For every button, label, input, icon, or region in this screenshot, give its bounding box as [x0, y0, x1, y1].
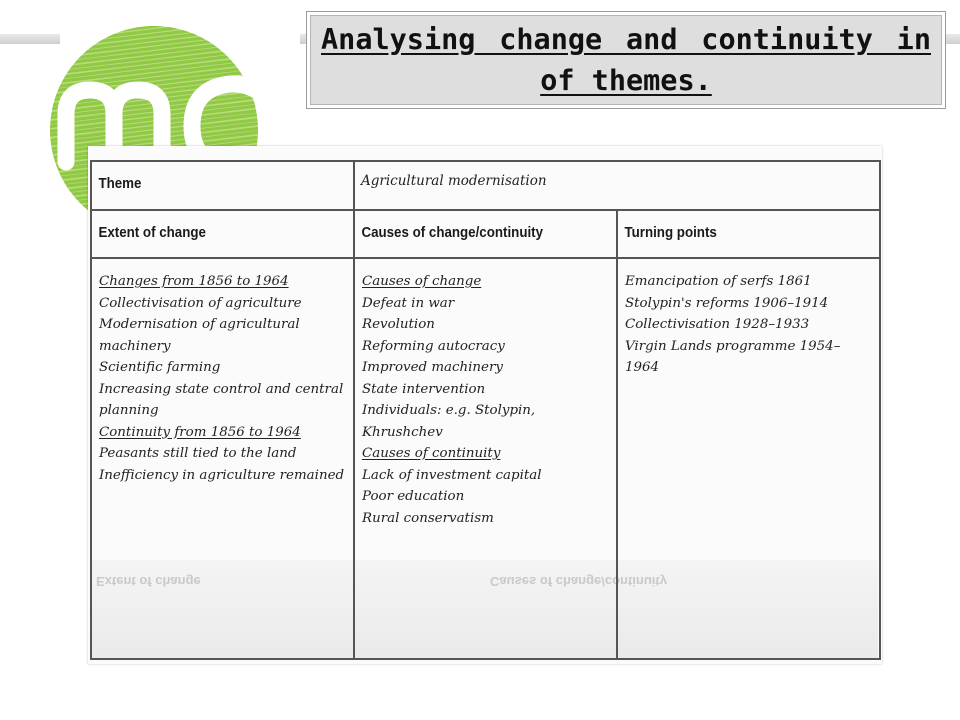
causes-item: Reforming autocracy [362, 338, 505, 354]
extent-cell [91, 258, 354, 659]
turning-point-item: Stolypin's reforms 1906–1914 [625, 295, 829, 311]
causes-heading: Causes of change [362, 274, 482, 289]
causes-item: State intervention [362, 381, 486, 397]
column-header-row [91, 210, 880, 258]
extent-heading: Continuity from 1856 to 1964 [99, 424, 301, 440]
turning-point-item: Collectivisation 1928–1933 [625, 317, 810, 332]
bleed-through-text: Extent of change [96, 574, 201, 589]
theme-row [91, 161, 880, 210]
theme-header-cell [91, 161, 354, 210]
extent-item: Inefficiency in agriculture remained [99, 467, 345, 483]
causes-item: Lack of investment capital [362, 467, 542, 483]
extent-item: Modernisation of agricultural machinery [99, 317, 300, 354]
causes-item: Poor education [362, 489, 465, 504]
turning-cell [617, 258, 880, 659]
extent-item: Increasing state control and central planning [99, 381, 344, 418]
bleed-through-text: Causes of change/continuity [490, 574, 667, 589]
extent-heading: Changes from 1856 to 1964 [99, 274, 289, 289]
turning-points-list [618, 259, 879, 379]
title-box [306, 11, 946, 109]
extent-list [92, 259, 353, 486]
turning-point-item: Emancipation of serfs 1861 [625, 274, 812, 289]
header-causes-cell [354, 210, 617, 258]
causes-item: Rural conservatism [362, 510, 494, 526]
theme-header: Theme [98, 176, 142, 192]
header-extent: Extent of change [98, 225, 206, 241]
theme-value-cell [354, 161, 880, 210]
header-causes: Causes of change/continuity [361, 225, 544, 241]
extent-item: Collectivisation of agriculture [99, 295, 302, 311]
theme-value: Agricultural modernisation [361, 173, 547, 189]
extent-item: Peasants still tied to the land [99, 446, 297, 461]
extent-item: Scientific farming [99, 360, 221, 375]
causes-item: Individuals: e.g. Stolypin, Khrushchev [362, 403, 536, 440]
causes-list [355, 259, 616, 529]
theme-table [90, 160, 881, 660]
turning-point-item: Virgin Lands programme 1954–1964 [625, 338, 841, 375]
header-turning-points: Turning points [624, 225, 717, 241]
causes-item: Defeat in war [362, 295, 455, 311]
causes-heading: Causes of continuity [362, 446, 501, 461]
header-turning-cell [617, 210, 880, 258]
content-row [91, 258, 880, 659]
causes-cell [354, 258, 617, 659]
header-extent-cell [91, 210, 354, 258]
causes-item: Improved machinery [362, 360, 503, 375]
page-title: Analysing change and continuity in of themes. [321, 23, 931, 97]
causes-item: Revolution [362, 317, 435, 332]
